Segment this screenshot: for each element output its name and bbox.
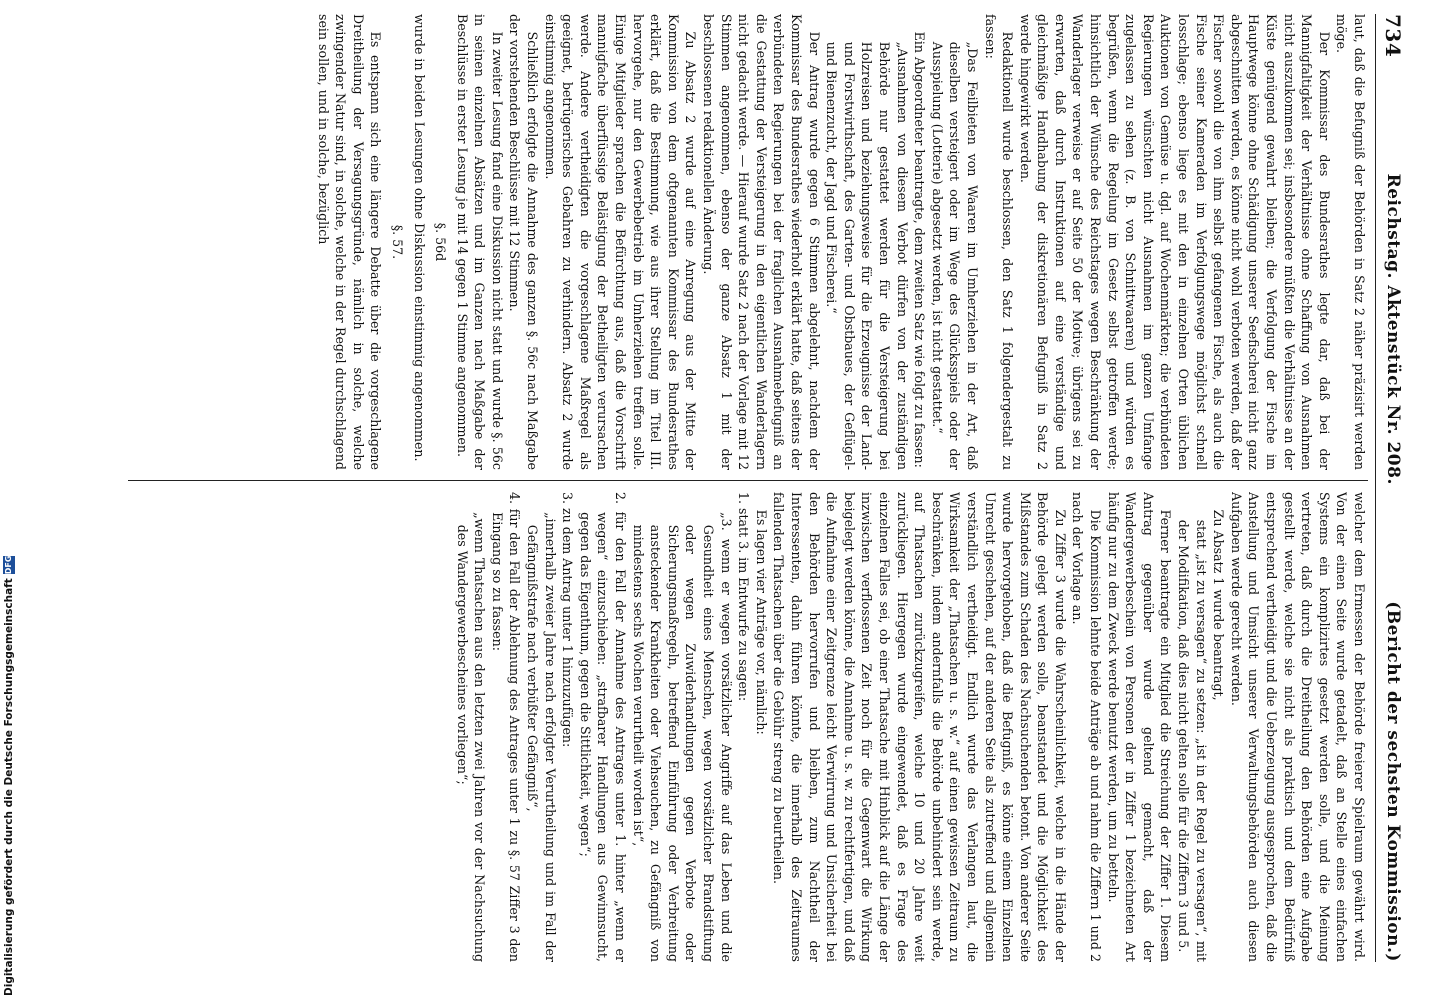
paragraph: „Ausnahmen von diesem Verbot dürfen von der zuständigen Behörde nur gestattet werden für die Versteigerung bei Holzreisen und beziehungsweise für die Erzeugnisse der Land- und Forstwirthschaft, des Garten- und Obstbaues, der Geflügel- und Bienenzucht, der Jagd und Fischerei.“ [824,41,910,470]
paragraph: Ein Abgeordneter beantragte, dem zweiten Satz wie folgt zu fassen: [912,31,928,468]
right-column [128,492,1368,962]
paragraph: statt „ist zu versagen“ zu setzen: „ist in der Regel zu versagen“, mit der Modifikation, daß dies nicht gelten solle für die Ziffern 3 und 5. [1176,519,1209,962]
section-heading: §. 56d [433,222,449,262]
left-column [128,14,1368,470]
paragraph: „innerhalb zweier Jahre nach erfolgter Verurtheilung und im Fall der Gefängnißstrafe nach verbüßter Gefängniß“, [525,512,558,962]
paragraph: 2. für den Fall der Annahme des Antrages unter 1. hinter „wenn er wegen“ einzuschieben: „strafbarer Handlungen aus Gewinnsucht, gegen das Eigenthum, gegen die Sittlichkeit, wegen“; [577,492,629,962]
paragraph: „Das Feilbieten von Waaren im Umherziehen in der Art, daß dieselben versteigert oder im Wege des Glücksspiels oder der Ausspielung (Lotterie) abgesetzt werden, ist nicht gestattet.“ [929,41,980,470]
section-heading: §. 57. [389,224,405,260]
document-page [112,0,1416,976]
paragraph: Es entspann sich eine längere Debatte über die vorgeschlagene Dreitheilung der Versagungsgründe, nämlich in solche, welche zwingender Natur sind, in solche, welche in der Regel durchschlagend sein sollen, und in solche, bezüglich [315,14,384,470]
paragraph: Redaktionell wurde beschlossen, den Satz 1 folgendergestalt zu fassen: [982,14,1016,470]
credit-label: Digitalisierung gefördert durch die Deutsche Forschungsgemeinschaft [3,578,15,996]
paragraph: Zu Absatz 1 wurde beantragt, [1211,509,1227,701]
dfg-logo: DFG [4,555,13,575]
paragraph: welcher dem Ermessen der Behörde freierer Spielraum gewährt wird. Von der einen Seite wurde getadelt, daß an Stelle eines einfachen Systems ein komplizirtes gesetzt werden solle, und die Meinung vertreten, daß durch die Dreitheilung den Behörden eine Aufgabe gestellt werde, welche sie nicht als praktisch und dem Bedürfniß entsprechend vertheidigt und die Ueberzeugung ausgesprochen, daß die Anstellung und Umsicht unserer Verwaltungsbehörden auch diesen Aufgaben werde gerecht werden. [1228,492,1367,962]
paragraph: Die Kommission lehnte beide Anträge ab und nahm die Ziffern 1 und 2 nach der Vorlage an. [1070,492,1104,962]
column-divider [128,480,1368,481]
paragraph: 4. für den Fall der Ablehnung des Antrages unter 1 zu §. 57 Ziffer 3 den Eingang so zu fassen: [489,492,523,962]
paragraph: 1. statt 3. im Entwurfe zu sagen: [736,492,752,702]
digitization-credit-text [3,555,15,996]
paragraph: 3. zu dem Antrag unter 1 hinzuzufügen: [560,492,576,748]
paragraph: Zu Absatz 2 wurde auf eine Anregung aus der Mitte der Kommission von dem oftgenannten Kommissar des Bundesrathes erklärt, daß die Bestimmung, wie aus ihrer Stellung im Titel III. hervorgehe, nur den Gewerbebetrieb im Umherziehen treffen solle. Einige Mitglieder sprachen die Befürchtung aus, daß die Vorschrift mannigfache überflüssige Belästigung der Betheiligten verursachen werde. Andere vertheidigten die vorgeschlagene Maßregel als geeignet, betrügerisches Gebahren zu verhindern. Absatz 2 wurde einstimmig angenommen. [542,14,699,470]
paragraph: wurde in beiden Lesungen ohne Diskussion einstimmig angenommen. [411,14,427,462]
paragraph: „3. wenn er wegen vorsätzlicher Angriffe auf das Leben und die Gesundheit eines Menschen, wegen vorsätzlicher Brandstiftung oder wegen Zuwiderhandlungen gegen Verbote oder Sicherungsmaßregeln, betreffend Einführung oder Verbreitung ansteckender Krankheiten oder Viehseuchen, zu Gefängniß von mindestens sechs Wochen verurtheilt worden ist“, [630,512,734,962]
paragraph: Der Kommissar des Bundesrathes legte dar, daß bei der Mannigfaltigkeit der Verhältnisse ohne Schaffung von Ausnahmen nicht auszukommen sei; insbesondere müßten die Verhältnisse an der Küste genügend gewahrt bleiben; die Verfolgung der Fische im Hauptwege könne ohne Schädigung unserer Seefischerei nicht ganz abgeschnitten werden, es könne nicht wohl verboten werden, daß der Fischer sowohl die von ihm selbst gefangenen Fische, als auch die Fische seiner Kameraden im Verfolgungswege möglichst schnell losschlage; ebenso liege es mit den in einzelnen Orten üblichen Auktionen von Gemüse u. dgl. auf Wochenmärkten; die verbündeten Regierungen wünschten nicht Ausnahmen im ganzen Umfange zugelassen zu sehen (z. B. von Schnittwaaren) und würden es begrüßen, wenn die Regelung im Gesetz selbst getroffen werde; hinsichtlich der Wünsche des Reichstages wegen Beschränkung der Wanderlager verweise er auf Seite 50 der Motive; übrigens sei zu erwarten, daß durch Instruktionen auf eine verständige und gleichmäßige Handhabung der diskretionären Befugniß in Satz 2 werde hingewirkt werden. [1017,14,1332,470]
paragraph: Es lagen vier Anträge vor, nämlich: [753,509,769,735]
paragraph: Schließlich erfolgte die Annahme des ganzen §. 56c nach Maßgabe der vorstehenden Beschlüsse mit 12 Stimmen. [507,14,541,470]
page-header [1375,14,1410,962]
paragraph: Der Antrag wurde gegen 6 Stimmen abgelehnt, nachdem der Kommissar des Bundesrathes wiederholt erklärt hatte, daß seitens der verbündeten Regierungen bei der fraglichen Ausnahmebefugniß an die Gestattung der Versteigerung in den eigentlichen Wanderlagern nicht gedacht werde. — Hierauf wurde Satz 2 nach der Vorlage mit 12 Stimmen angenommen, ebenso der ganze Absatz 1 mit der beschlossenen redaktionellen Änderung. [701,14,822,470]
section-title: (Bericht der sechsten Kommission.) [1383,601,1403,962]
paragraph: laut, daß die Befugniß der Behörden in Satz 2 näher präzisirt werden möge. [1334,14,1367,470]
page-number: 734 [1381,14,1405,58]
paragraph: „wenn Thatsachen aus den letzten zwei Jahren vor der Nachsuchung des Wandergewerbescheines vorliegen“; [454,512,488,962]
paragraph: Ferner beantragte ein Mitglied die Streichung der Ziffer 1. Diesem Antrag gegenüber wurde geltend gemacht, daß der Wandergewerbeschein von Personen der in Ziffer 1 bezeichneten Art häufig nur zu dem Zweck werde benutzt werden, um zu betteln. [1105,492,1174,962]
paragraph: In zweiter Lesung fand eine Diskussion nicht statt und wurde §. 56c in seinen einzelnen Absätzen und im Ganzen nach Maßgabe der Beschlüsse in erster Lesung je mit 14 gegen 1 Stimme angenommen. [454,14,505,470]
running-title: Reichstag. Aktenstück Nr. 208. [1383,173,1403,485]
paragraph: Zu Ziffer 3 wurde die Wahrscheinlichkeit, welche in die Hände der Behörde gelegt werden solle, beanstandet und die Möglichkeit des Mißstandes zum Schaden des Nachsuchenden betont. Von anderer Seite wurde hervorgehoben, daß die Befugniß, es könne einem Einzelnen Unrecht geschehen, auf der anderen Seite als zutreffend und allgemein verständlich vertheidigt. Endlich wurde das Verlangen laut, die Wirksamkeit der „Thatsachen u. s. w.“ auf einen gewissen Zeitraum zu beschränken, indem andernfalls die Behörde unbehindert sein werde, auf Thatsachen zurückzugreifen, welche 10 und 20 Jahre weit zurückliegen. Hiergegen wurde eingewendet, daß es Frage des einzelnen Falles sei, ob einer Thatsache mit Hinblick auf die Länge der inzwischen verflossenen Zeit noch für die Gegenwart die Wirkung beigelegt werden könne, die Annahme u. s. w. zu rechtfertigen, und daß die Aufnahme einer Zeitgrenze leicht Verwirrung und Unsicherheit bei den Behörden hervorrufen und bleiben, zum Nachtheil der Interessenten, dahin führen könnte, die innerhalb des Zeitraumes fallenden Thatsachen über die Gebühr streng zu beurtheilen. [771,492,1068,962]
